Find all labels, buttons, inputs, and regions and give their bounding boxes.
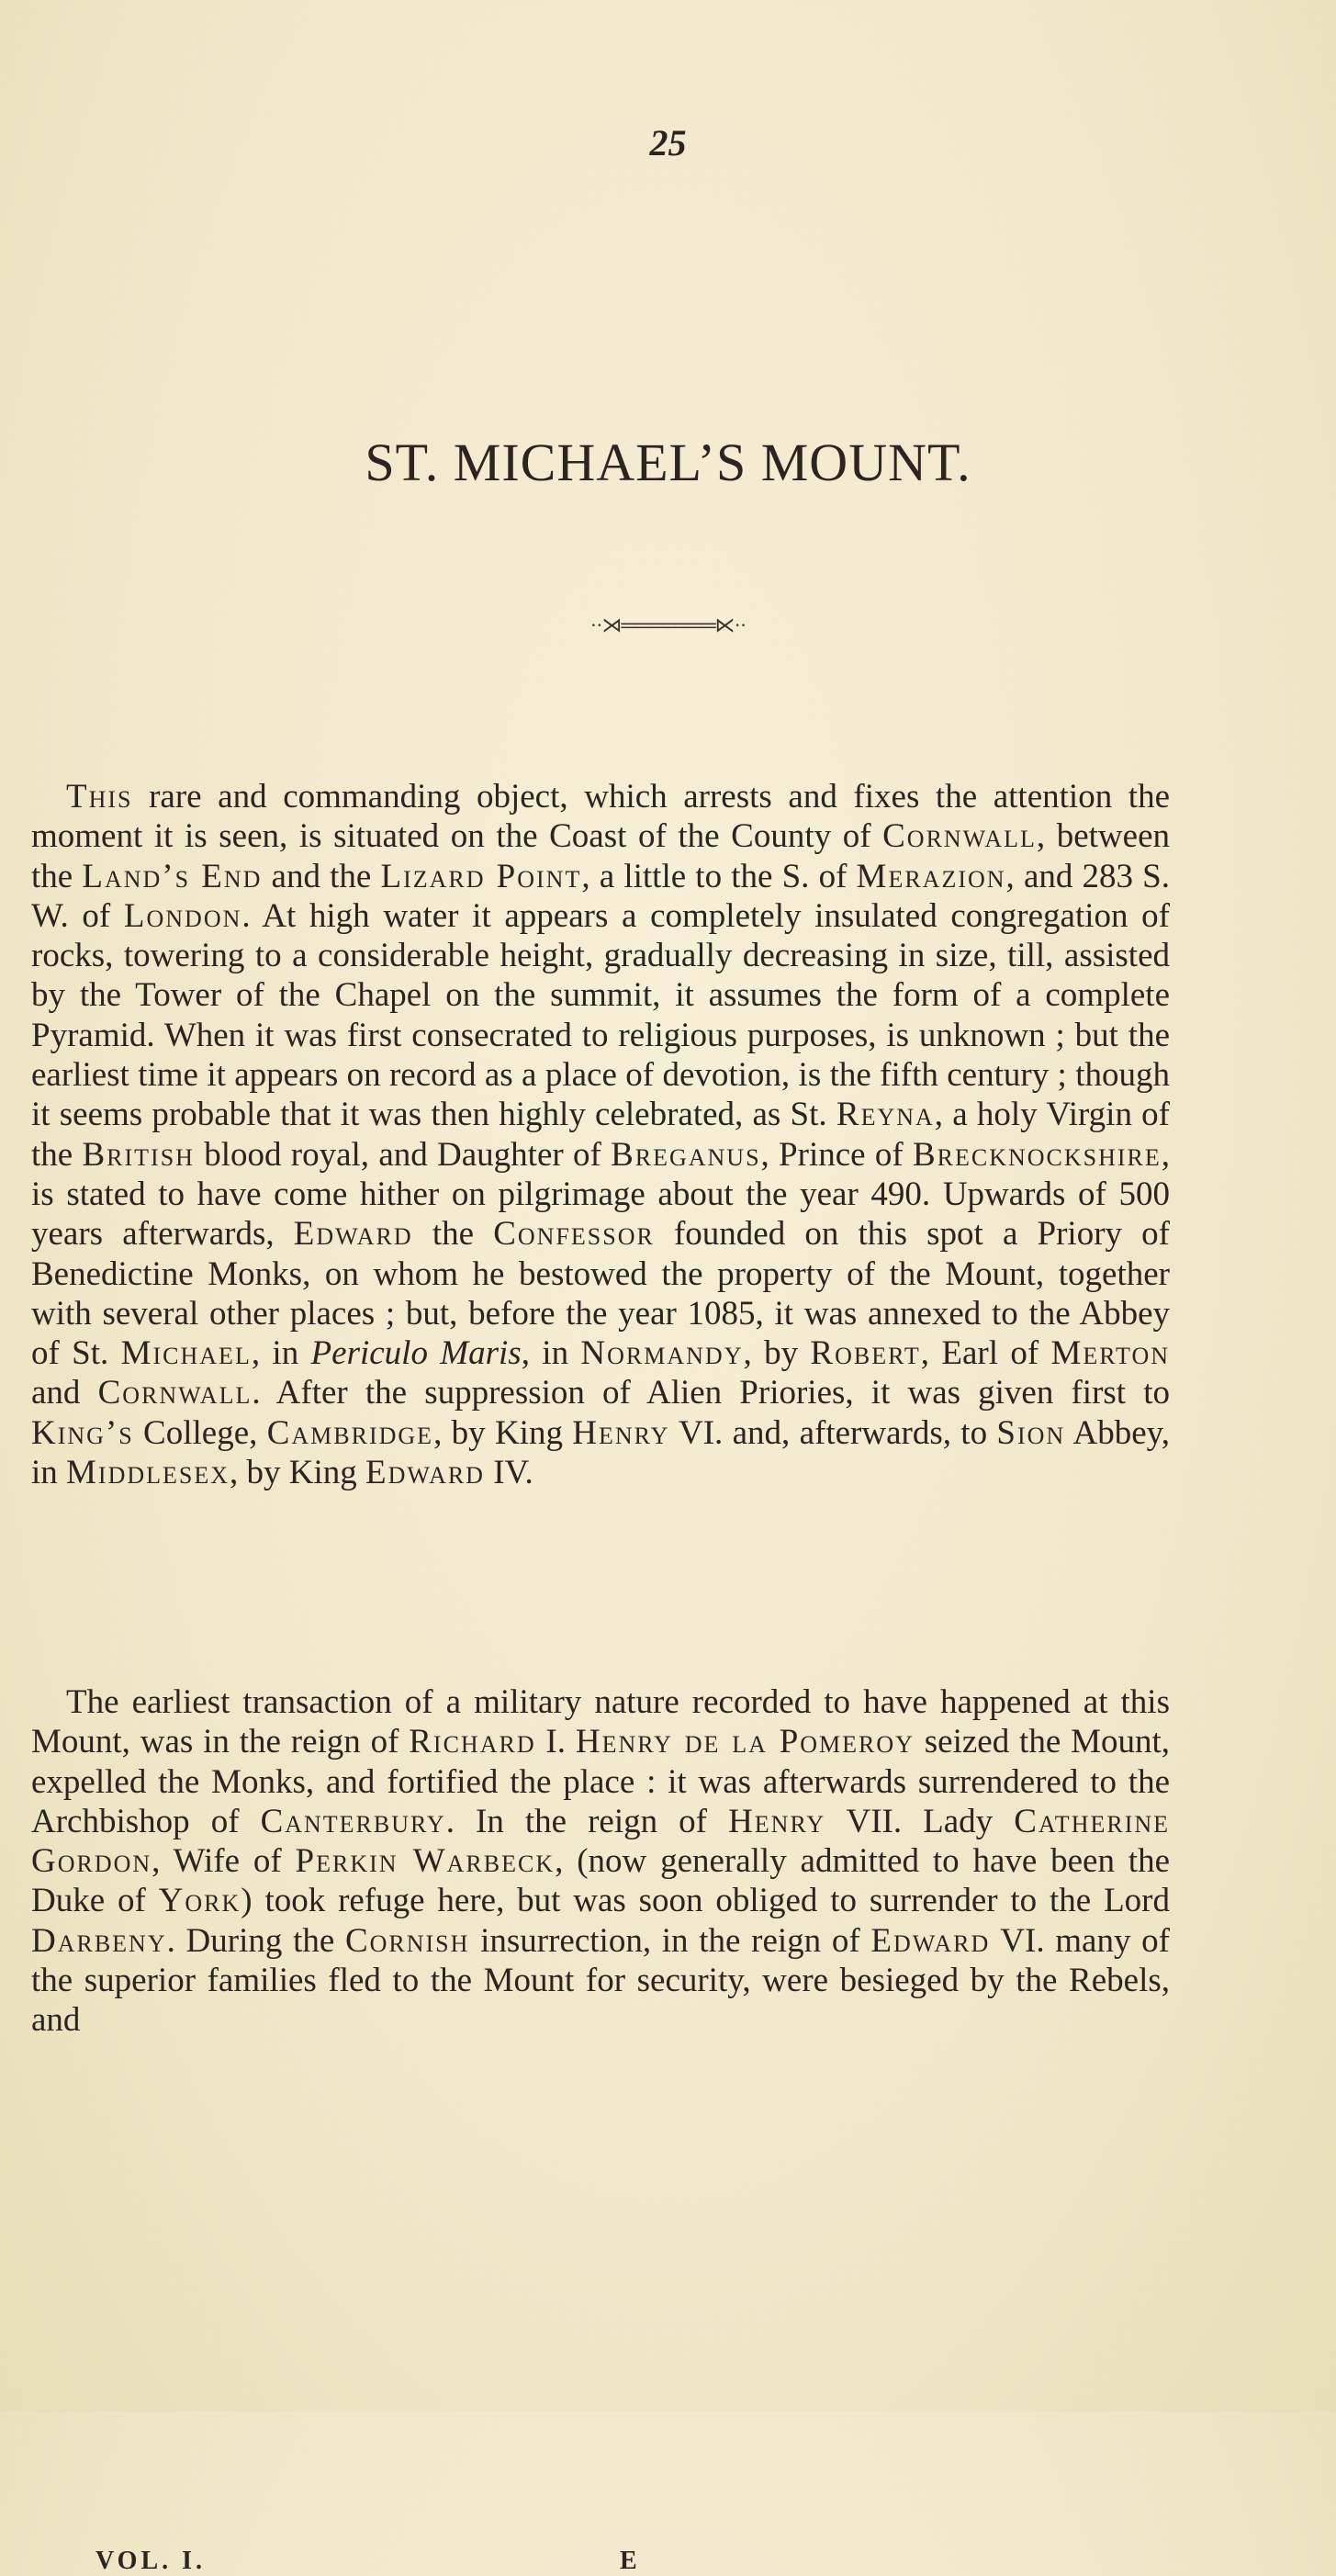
text: , in [251, 1334, 311, 1373]
place-name: Brecknockshire [912, 1135, 1162, 1174]
person-name: Henry [572, 1413, 670, 1452]
text: . At high water it appears a completely insulated congregation of rocks, towering to a considerable height, gradually decreasing in size, till, assisted by the Tower of the Chapel on the summit, it assumes the form of a complete Pyramid. When it was first consecrated to religious purposes, is unknown ; but the earliest time it appears on record as a place of devotion, is the fifth century ; though it seems probable that it was then highly celebrated, as St. [31, 896, 1170, 1134]
text: , by King [230, 1454, 366, 1492]
text: and [31, 1374, 98, 1412]
signature-mark: E [620, 2547, 637, 2575]
text: , a little to the S. of [581, 857, 857, 895]
text: . After the suppression of Alien Priories, it was given first to [252, 1374, 1170, 1412]
place-name: Middlesex [66, 1454, 230, 1492]
text: the [412, 1215, 494, 1254]
person-name: Catherine Gordon [31, 1802, 1171, 1881]
text: , Earl of [920, 1334, 1051, 1373]
place-name: Sion [996, 1413, 1066, 1452]
place-name: Cornwall [882, 817, 1037, 856]
paragraph-1 [31, 777, 1170, 1492]
ornament-divider: ··⋊═══════⋉·· [589, 613, 747, 636]
text: , by [743, 1334, 811, 1373]
text: seized the Mount, expelled the Monks, and fortified the place : it was afterwards surrendered to the Archbishop of [31, 1723, 1171, 1840]
place-name: Normandy [580, 1334, 744, 1373]
person-name: Robert [810, 1334, 921, 1373]
place-name: Cambridge [266, 1413, 434, 1452]
lead-word: This [66, 778, 133, 816]
text: , between the [31, 817, 1170, 895]
person-name: Edward [365, 1454, 485, 1492]
text: IV. [484, 1454, 533, 1492]
paragraph-2 [31, 1682, 1170, 2041]
place-name: London [123, 896, 242, 935]
person-name: Darbeny [31, 1921, 167, 1960]
latin-phrase: Periculo Maris [310, 1334, 522, 1373]
text: Abbey, in [31, 1413, 1170, 1492]
person-name: Breganus [611, 1135, 761, 1174]
text: , Wife of [152, 1842, 296, 1881]
person-name: Henry de la Pomeroy [575, 1723, 915, 1761]
text: . During the [166, 1921, 345, 1960]
person-name: Michael [120, 1334, 252, 1373]
place-name: York [158, 1882, 241, 1920]
text: , (now generally admitted to have been the Duke of [31, 1842, 1171, 1920]
person-name: King’s [31, 1413, 134, 1452]
person-name: Richard [409, 1723, 536, 1761]
place-name: Cornish [344, 1921, 470, 1960]
text: I. [535, 1723, 576, 1761]
person-name: Edward [293, 1215, 413, 1254]
place-name: Land’s End [82, 857, 263, 895]
place-name: Lizard Point [380, 857, 582, 895]
text: VI. many of the superior families fled to the Mount for security, were besieged by the Rebels, and [31, 1921, 1170, 2040]
person-name: Confessor [493, 1215, 655, 1254]
text: ) took refuge here, but was soon obliged to surrender to the Lord [241, 1882, 1170, 1920]
text: VI. and, afterwards, to [669, 1413, 997, 1452]
text: rare and commanding object, which arrests and fixes the attention the moment it is seen, is situated on the Coast of the County of [31, 778, 1170, 856]
text: , a holy Virgin of the [31, 1096, 1170, 1174]
person-name: Reyna [836, 1096, 935, 1134]
text: founded on this spot a Priory of Benedictine Monks, on whom he bestowed the property of the Mount, together with several other places ; but, before the year 1085, it was annexed to the Abbey of St. [31, 1215, 1171, 1373]
text: and the [262, 857, 381, 895]
text: The earliest transaction of a military nature recorded to have happened at this Mount, was in the reign of [31, 1683, 1170, 1761]
text: VII. Lady [825, 1802, 1015, 1840]
volume-marker: VOL. I. [95, 2547, 207, 2575]
text: , Prince of [760, 1135, 913, 1174]
place-name: Cornwall [97, 1374, 253, 1412]
person-name: Perkin Warbeck [295, 1842, 556, 1881]
text: blood royal, and Daughter of [194, 1135, 612, 1174]
text: , by King [433, 1413, 573, 1452]
page-number: 25 [649, 122, 687, 163]
text: College, [133, 1413, 267, 1452]
text: , is stated to have come hither on pilgrimage about the year 490. Upwards of 500 years afterwards, [31, 1135, 1171, 1254]
text: , in [521, 1334, 581, 1373]
text: . In the reign of [445, 1802, 729, 1840]
place-name: Merazion [856, 857, 1006, 895]
person-name: Edward [870, 1921, 991, 1960]
text: insurrection, in the reign of [469, 1921, 871, 1960]
person-name: Henry [728, 1802, 826, 1840]
place-name: Canterbury [260, 1802, 446, 1840]
place-name: British [82, 1135, 195, 1174]
place-name: Merton [1050, 1334, 1171, 1373]
page-title: ST. MICHAEL’S MOUNT. [365, 433, 971, 492]
text: , and 283 S. W. of [31, 857, 1171, 935]
